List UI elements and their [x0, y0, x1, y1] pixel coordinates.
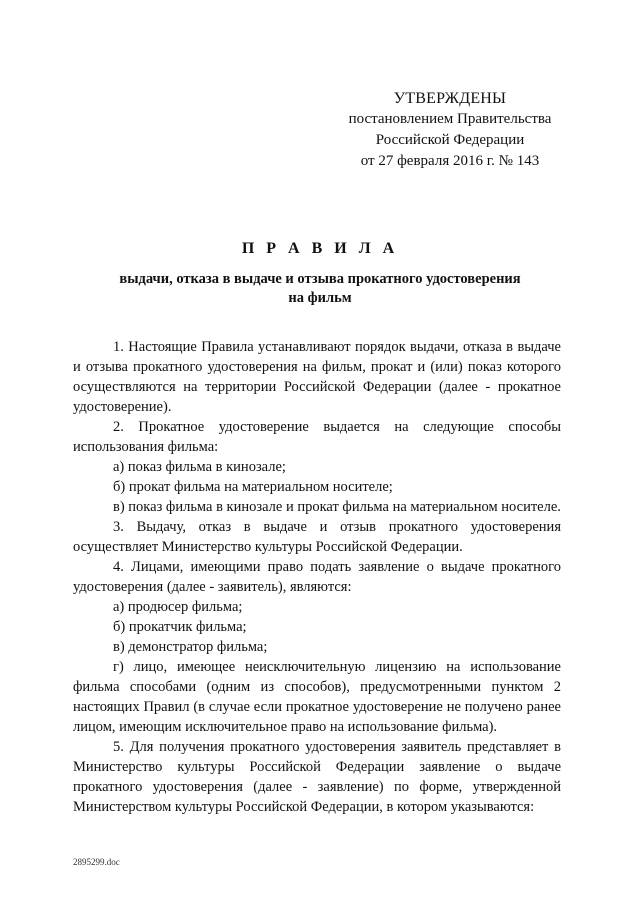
paragraph-2b: б) прокат фильма на материальном носителе;: [113, 479, 393, 495]
approval-line-date-number: от 27 февраля 2016 г. № 143: [360, 153, 540, 169]
paragraph-4b: б) прокатчик фильма;: [113, 619, 247, 635]
approval-line-decree: постановлением Правительства: [348, 111, 552, 127]
paragraph-2: 2. Прокатное удостоверение выдается на следующие способы использования фильма:: [73, 419, 561, 455]
paragraph-5: 5. Для получения прокатного удостоверения заявитель представляет в Министерство культуры Российской Федерации заявление о выдаче прокатного удостоверения (далее - заявление) по форме, утвержденной Министерством культуры Российской Федерации, в котором указываются:: [73, 739, 561, 815]
document-title: П Р А В И Л А: [241, 240, 399, 257]
title-block: [70, 238, 570, 308]
footer-filename: 2895299.doc: [73, 857, 120, 867]
document-body: [73, 337, 561, 817]
paragraph-4c: в) демонстратор фильма;: [113, 639, 268, 655]
paragraph-4d: г) лицо, имеющее неисключительную лицензию на использование фильма способами (одним из способов), предусмотренными пунктом 2 настоящих Правил (в случае если прокатное удостоверение не получено ранее лицом, имеющим исключительное право на использование фильма).: [73, 659, 561, 735]
paragraph-4: 4. Лицами, имеющими право подать заявление о выдаче прокатного удостоверения (далее - заявитель), являются:: [73, 559, 561, 595]
paragraph-1: 1. Настоящие Правила устанавливают порядок выдачи, отказа в выдаче и отзыва прокатного удостоверения на фильм, прокат и (или) показ которого осуществляются на территории Российской Федерации (далее - прокатное удостоверение).: [73, 339, 561, 415]
subtitle-line-2: на фильм: [288, 290, 352, 306]
approval-line-country: Российской Федерации: [375, 132, 525, 148]
approval-heading: УТВЕРЖДЕНЫ: [393, 90, 507, 107]
paragraph-3: 3. Выдачу, отказ в выдаче и отзыв прокатного удостоверения осуществляет Министерство культуры Российской Федерации.: [73, 519, 561, 555]
paragraph-2a: а) показ фильма в кинозале;: [113, 459, 286, 475]
document-subtitle: [70, 270, 570, 308]
approval-block: [325, 88, 575, 172]
paragraph-4a: а) продюсер фильма;: [113, 599, 243, 615]
subtitle-line-1: выдачи, отказа в выдаче и отзыва прокатного удостоверения: [119, 271, 521, 287]
paragraph-2c: в) показ фильма в кинозале и прокат фильма на материальном носителе.: [113, 499, 561, 515]
